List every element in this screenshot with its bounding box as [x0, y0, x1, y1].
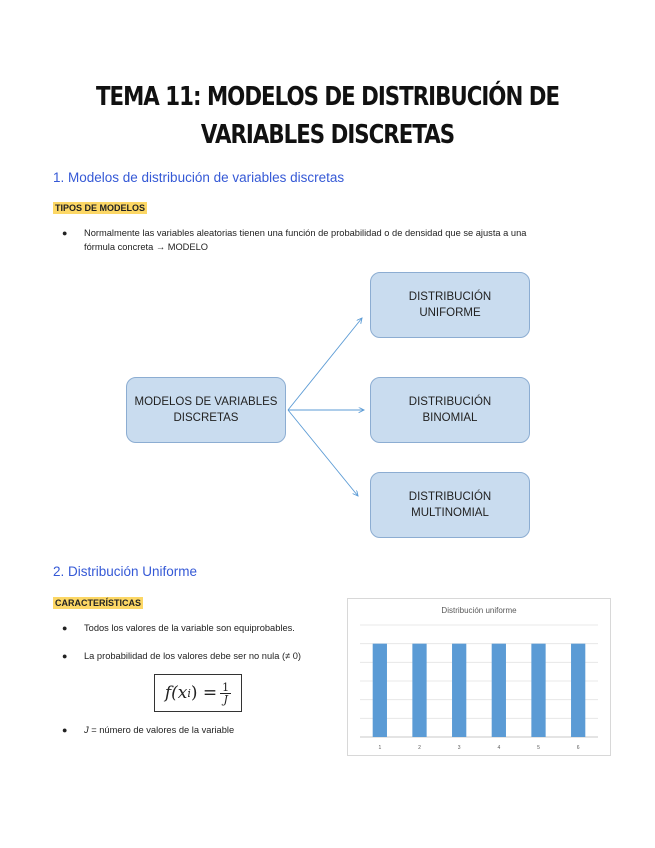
chart-bar-2: [412, 644, 426, 737]
formula-fraction: [220, 682, 231, 705]
section-1-bullet-line-2: fórmula concreta → MODELO: [84, 242, 208, 252]
section-2-bullet-1: Todos los valores de la variable son equiprobables.: [84, 623, 295, 633]
target-line-1: DISTRIBUCIÓN: [408, 396, 492, 408]
chart-bar-4: [492, 644, 506, 737]
chart-bar-1: [373, 644, 387, 737]
source-line-2: DISCRETAS: [173, 412, 239, 424]
chart-x-tick-4: 4: [497, 745, 501, 751]
section-1-heading: 1. Modelos de distribución de variables discretas: [53, 170, 345, 185]
bullet-dot: ●: [62, 228, 68, 238]
target-line-2: BINOMIAL: [422, 412, 478, 424]
probability-formula: [154, 674, 242, 712]
chart-bar-3: [452, 644, 466, 737]
tipos-modelos-label: TIPOS DE MODELOS: [55, 203, 146, 213]
arrow-to-uniforme: [288, 318, 362, 410]
section-2-bullet-3: [84, 724, 234, 736]
bullet-dot: ●: [62, 725, 68, 735]
chart-svg: [348, 599, 610, 755]
section-2-bullet-2: La probabilidad de los valores debe ser no nula (≠ 0): [84, 651, 302, 661]
formula-lhs: f(x: [164, 683, 188, 703]
chart-x-tick-1: 1: [378, 745, 382, 751]
chart-x-tick-5: 5: [537, 745, 540, 751]
chart-bar-5: [531, 644, 545, 737]
formula-denominator: J: [223, 692, 228, 706]
target-line-1: DISTRIBUCIÓN: [408, 491, 492, 503]
section-1-bullet-line-1: Normalmente las variables aleatorias tienen una función de probabilidad o de densidad que se ajusta a una: [84, 228, 527, 238]
j-variable: J: [84, 725, 89, 735]
formula-sub: i: [187, 686, 191, 700]
j-description: = número de valores de la variable: [88, 725, 235, 735]
arrow-to-multinomial: [288, 410, 358, 496]
title-line-1: TEMA 11: MODELOS DE DISTRIBUCIÓN DE: [95, 82, 560, 112]
source-line-1: MODELOS DE VARIABLES: [134, 396, 278, 408]
chart-x-tick-3: 3: [457, 745, 461, 751]
target-line-1: DISTRIBUCIÓN: [408, 291, 492, 303]
target-line-2: UNIFORME: [419, 307, 481, 319]
target-line-2: MULTINOMIAL: [411, 507, 489, 519]
section-2-heading: 2. Distribución Uniforme: [53, 564, 198, 579]
chart-x-tick-2: 2: [418, 745, 421, 751]
bullet-dot: ●: [62, 651, 68, 661]
formula-numerator: 1: [222, 680, 230, 694]
formula-rhs: ) =: [190, 683, 218, 703]
chart-title: Distribución uniforme: [441, 606, 517, 615]
chart-x-tick-6: 6: [576, 745, 580, 751]
caracteristicas-label: CARACTERÍSTICAS: [55, 598, 142, 608]
uniform-distribution-chart: [347, 598, 611, 756]
bullet-dot: ●: [62, 623, 68, 633]
chart-bar-6: [571, 644, 585, 737]
title-line-2: VARIABLES DISCRETAS: [200, 120, 455, 150]
